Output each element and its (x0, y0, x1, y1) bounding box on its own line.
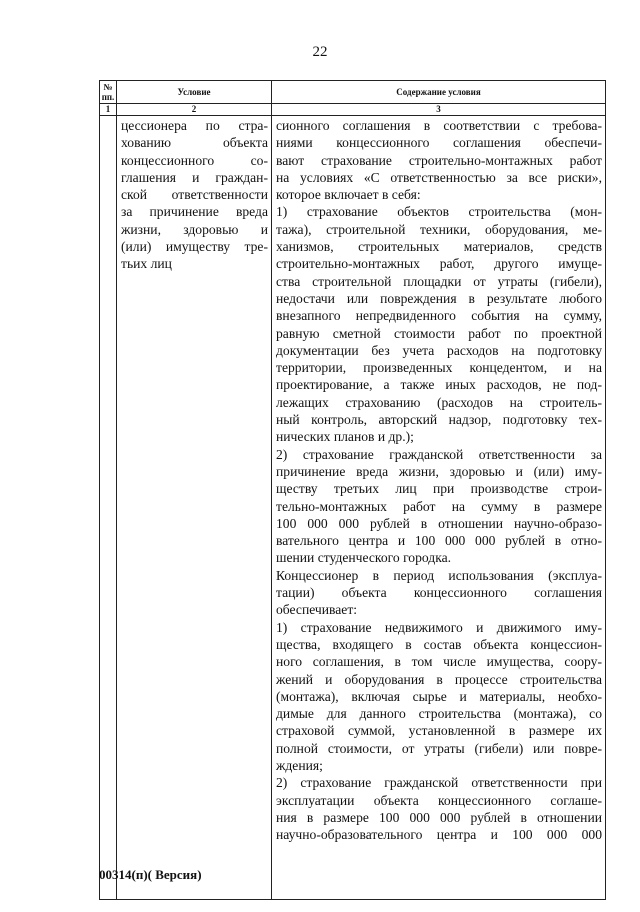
column-number-2: 2 (117, 104, 272, 116)
text-line: эксплуатации объекта концессионного соглаше- (276, 792, 602, 808)
text-line: сионного соглашения в соответствии с требова- (276, 118, 602, 133)
text-line: димые для данного строительства (монтажа), со (276, 706, 602, 722)
text-line: жизни, здоровью и (121, 221, 268, 237)
text-line: Концессионер в период использования (эксплуа- (276, 567, 602, 583)
conditions-table (99, 80, 606, 900)
text-line: нических планов и др.); (276, 429, 414, 445)
text-line: ществу третьих лиц при производстве строи- (276, 481, 602, 497)
text-line: внезапного непредвиденного события на сумму, (276, 308, 602, 324)
text-line: равную сметной стоимости работ по проектной (276, 325, 602, 341)
document-footer-id: 00314(п)( Версия) (99, 867, 202, 882)
condition-cell (117, 116, 272, 900)
text-line: 1) страхование недвижимого и движимого иму- (276, 619, 602, 635)
text-line: за причинение вреда (121, 204, 268, 220)
text-line: ства строительной площадки от утраты (гибели), (276, 273, 602, 289)
text-line: строительно-монтажных работ, другого имуще- (276, 256, 602, 272)
text-line: концессионного со- (121, 152, 268, 168)
text-line: документации без учета расходов на подготовку (276, 342, 602, 358)
text-line: на условиях «С ответственностью за все риски», (276, 169, 602, 185)
text-line: ждения; (276, 757, 323, 773)
text-line: ниями концессионного соглашения обеспечи- (276, 135, 602, 151)
text-line: территории, произведенных концедентом, и на (276, 360, 602, 376)
text-line: недостачи или повреждения в результате любого (276, 290, 602, 306)
text-line: ханизмов, строительных материалов, средств (276, 239, 602, 255)
text-line: хованию объекта (121, 135, 268, 151)
text-line: лежащих страхованию (расходов на строитель- (276, 394, 602, 410)
text-line: ного соглашения, в том числе имущества, соору- (276, 654, 602, 670)
text-line: 1) страхование объектов строительства (мон- (276, 204, 602, 220)
text-line: тьих лиц (121, 256, 172, 272)
text-line: полной стоимости, от утраты (гибели) или повре- (276, 740, 602, 756)
header-num: № пп. (100, 81, 117, 104)
text-line: которое включает в себя: (276, 187, 421, 203)
text-line: глашения и граждан- (121, 169, 268, 185)
column-number-row (100, 104, 606, 116)
content-text (272, 116, 605, 843)
text-line: тажа), строительной техники, оборудования, ме- (276, 221, 602, 237)
text-line: жений и оборудования в процессе строительства (276, 671, 602, 687)
text-line: 100 000 000 рублей в отношении научно-образо- (276, 515, 602, 531)
text-line: обеспечивает: (276, 602, 358, 618)
page-number: 22 (312, 44, 328, 60)
text-line: тельно-монтажных работ на сумму в размере (276, 498, 602, 514)
text-line: страховой суммой, установленной в размере их (276, 723, 602, 739)
column-number-1: 1 (100, 104, 117, 116)
header-content: Содержание условия (272, 81, 606, 104)
header-condition: Условие (117, 81, 272, 104)
table-row (100, 116, 606, 900)
text-line: вательного центра и 100 000 000 рублей в отно- (276, 533, 602, 549)
row-number-cell (100, 116, 117, 900)
text-line: ный контроль, авторский надзор, подготовку тех- (276, 412, 602, 428)
table-header-row (100, 81, 606, 104)
text-line: тации) объекта концессионного соглашения (276, 585, 602, 601)
content-cell (272, 116, 606, 900)
text-line: (или) имуществу тре- (121, 239, 268, 255)
text-line: причинение вреда жизни, здоровью и (или) иму- (276, 463, 602, 479)
text-line: вают страхование строительно-монтажных работ (276, 152, 602, 168)
text-line: (монтажа), включая сырье и материалы, необхо- (276, 688, 602, 704)
text-line: щества, входящего в состав объекта концессион- (276, 636, 602, 652)
column-number-3: 3 (272, 104, 606, 116)
text-line: ния в размере 100 000 000 рублей в отношении (276, 809, 602, 825)
text-line: шении студенческого городка. (276, 550, 452, 566)
text-line: ской ответственности (121, 187, 268, 203)
text-line: 2) страхование гражданской ответственности при (276, 775, 602, 791)
text-line: цессионера по стра- (121, 118, 268, 133)
text-line: научно-образовательного центра и 100 000 000 (276, 827, 602, 843)
text-line: проектирование, а также иных расходов, не под- (276, 377, 602, 393)
condition-text (117, 116, 271, 273)
text-line: 2) страхование гражданской ответственности за (276, 446, 602, 462)
